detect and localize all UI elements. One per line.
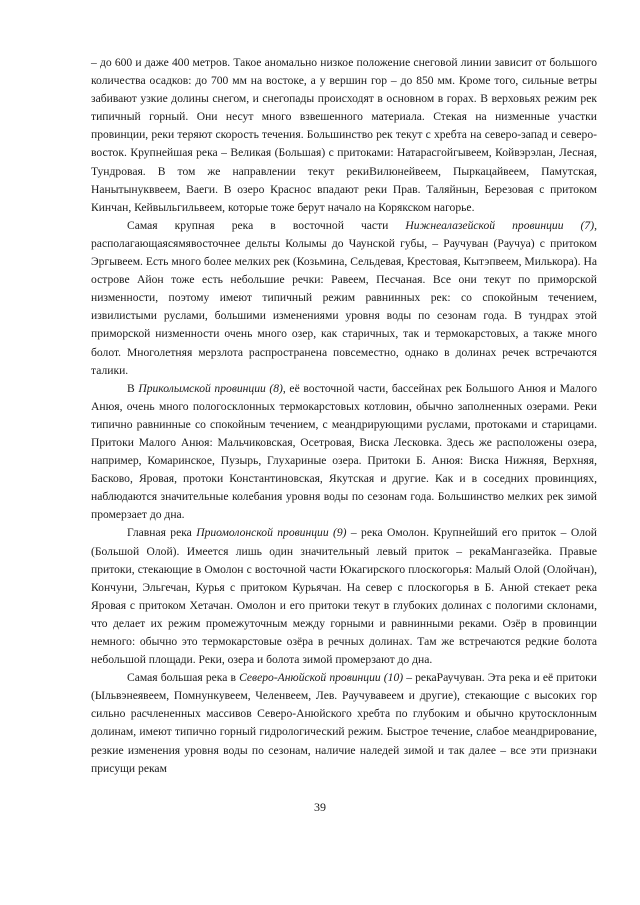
text-segment: Главная река: [127, 526, 197, 540]
text-segment: Самая крупная река в восточной части: [127, 218, 406, 232]
page-number: 39: [314, 800, 326, 814]
province-name-nizhnealazeyskaya: Нижнеалазейской провинции (7),: [405, 218, 597, 232]
province-name-prikolymskaya: Приколымской провинции (8): [138, 381, 283, 395]
text-segment: Самая большая река в: [127, 671, 240, 685]
text-segment: – река Омолон. Крупнейший его приток – Олой (Большой Олой). Имеется лишь один значительный левый приток – рекаМангазейка. Правые притоки, стекающие в Омолон с восточной части Юкагирского плоскогорья: Малый Олой (Олойчан), Кончуни, Эльгечан, Курья с притоком Курьячан. На север с плоскогорья в Б. Анюй стекает река Яровая с притоком Хетачан. Омолон и его притоки текут в глубоких долинах с пологими склонами, что делает их режим промежуточным между горными и равнинными реками. Озёр в провинции немного: обычно это термокарстовые озёра в речных долинах. Там же встречаются редкие болота небольшой площади. Реки, озера и болота зимой промерзают до дна.: [91, 526, 597, 667]
province-name-priomolonskaya: Приомолонской провинции (9): [196, 526, 347, 540]
paragraph-2: [91, 217, 597, 380]
paragraph-4: [91, 524, 597, 669]
paragraph-3: [91, 380, 597, 525]
province-name-severo-anyuyskaya: Северо-Анюйской провинции (10): [239, 671, 404, 685]
text-segment: располагающаясямявосточнее дельты Колымы до Чаунской губы, – Раучуван (Раучуа) с притоком Эргывеем. Есть много более мелких рек (Козьмина, Сельдевая, Крестовая, Кытэпвеем, Милькора). На острове Айон тоже есть небольшие речки: Равеем, Песчаная. Все они текут по приморской низменности, поэтому имеют типичный режим равнинных рек: со спокойным течением, извилистыми руслами, большими изменениями уровня воды по сезонам года. В тундрах этой приморской низменности очень много озер, как старичных, так и термокарстовых, а также много болот. Многолетняя мерзлота распространена повсеместно, однако в долинах речек встречаются талики.: [91, 236, 597, 377]
text-segment: – рекаРаучуван. Эта река и её притоки (Ыльвэнеявеем, Помнункувеем, Челенвеем, Лев. Раучувавеем и другие), стекающие с высоких гор сильно расчлененных массивов Северо-Анюйского хребта по глубоким и обычно крутосклонным долинам, имеют типично горный гидрологический режим. Быстрое течение, слабое меандрирование, резкие изменения уровня воды по сезонам, наличие наледей зимой и так далее – все эти признаки присущи рекам: [91, 671, 598, 775]
paragraph-5: [91, 669, 597, 778]
paragraph-1: [91, 54, 597, 217]
text-segment: В: [127, 381, 139, 395]
text-segment: – до 600 и даже 400 метров. Такое аномально низкое положение снеговой линии зависит от большого количества осадков: до 700 мм на востоке, а у вершин гор – до 850 мм. Кроме того, сильные ветры забивают узкие долины снегом, и снегопады происходят в основном в горах. В верховьях режим рек типичный горный. Они несут много взвешенного материала. Стекая на низменные участки провинции, реки теряют скорость течения. Большинство рек текут с хребта на северо-запад и северо-восток. Крупнейшая река – Великая (Большая) с притоками: Натарасгойгывеем, Койвэрэлан, Лесная, Тундровая. В том же направлении текут рекиВилюнейвеем, Пыркацайвеем, Памутская, Нанытынукввеем, Ваеги. В озеро Краснос впадают реки Прав. Таляйнын, Березовая с притоком Кинчан, Кейвыльгильвеем, которые тоже берут начало на Корякском нагорье.: [91, 56, 597, 214]
text-segment: , её восточной части, бассейнах рек Большого Анюя и Малого Анюя, очень много пологосклонных термокарстовых котловин, обычно заполненных озерами. Реки типично равнинные со спокойным течением, с меандрирующими руслами, протоками и старицами. Притоки Малого Анюя: Мальчиковская, Осетровая, Виска Лесковка. Здесь же расположены озера, например, Комаринское, Пузырь, Глухариные озера. Притоки Б. Анюя: Виска Нижняя, Верхняя, Басково, Яровая, протоки Константиновская, Якутская и другие. Как и в соседних провинциях, наблюдаются значительные колебания уровня воды по сезонам года. Большинство мелких рек зимой промерзает до дна.: [91, 381, 597, 522]
document-body: [91, 54, 597, 778]
